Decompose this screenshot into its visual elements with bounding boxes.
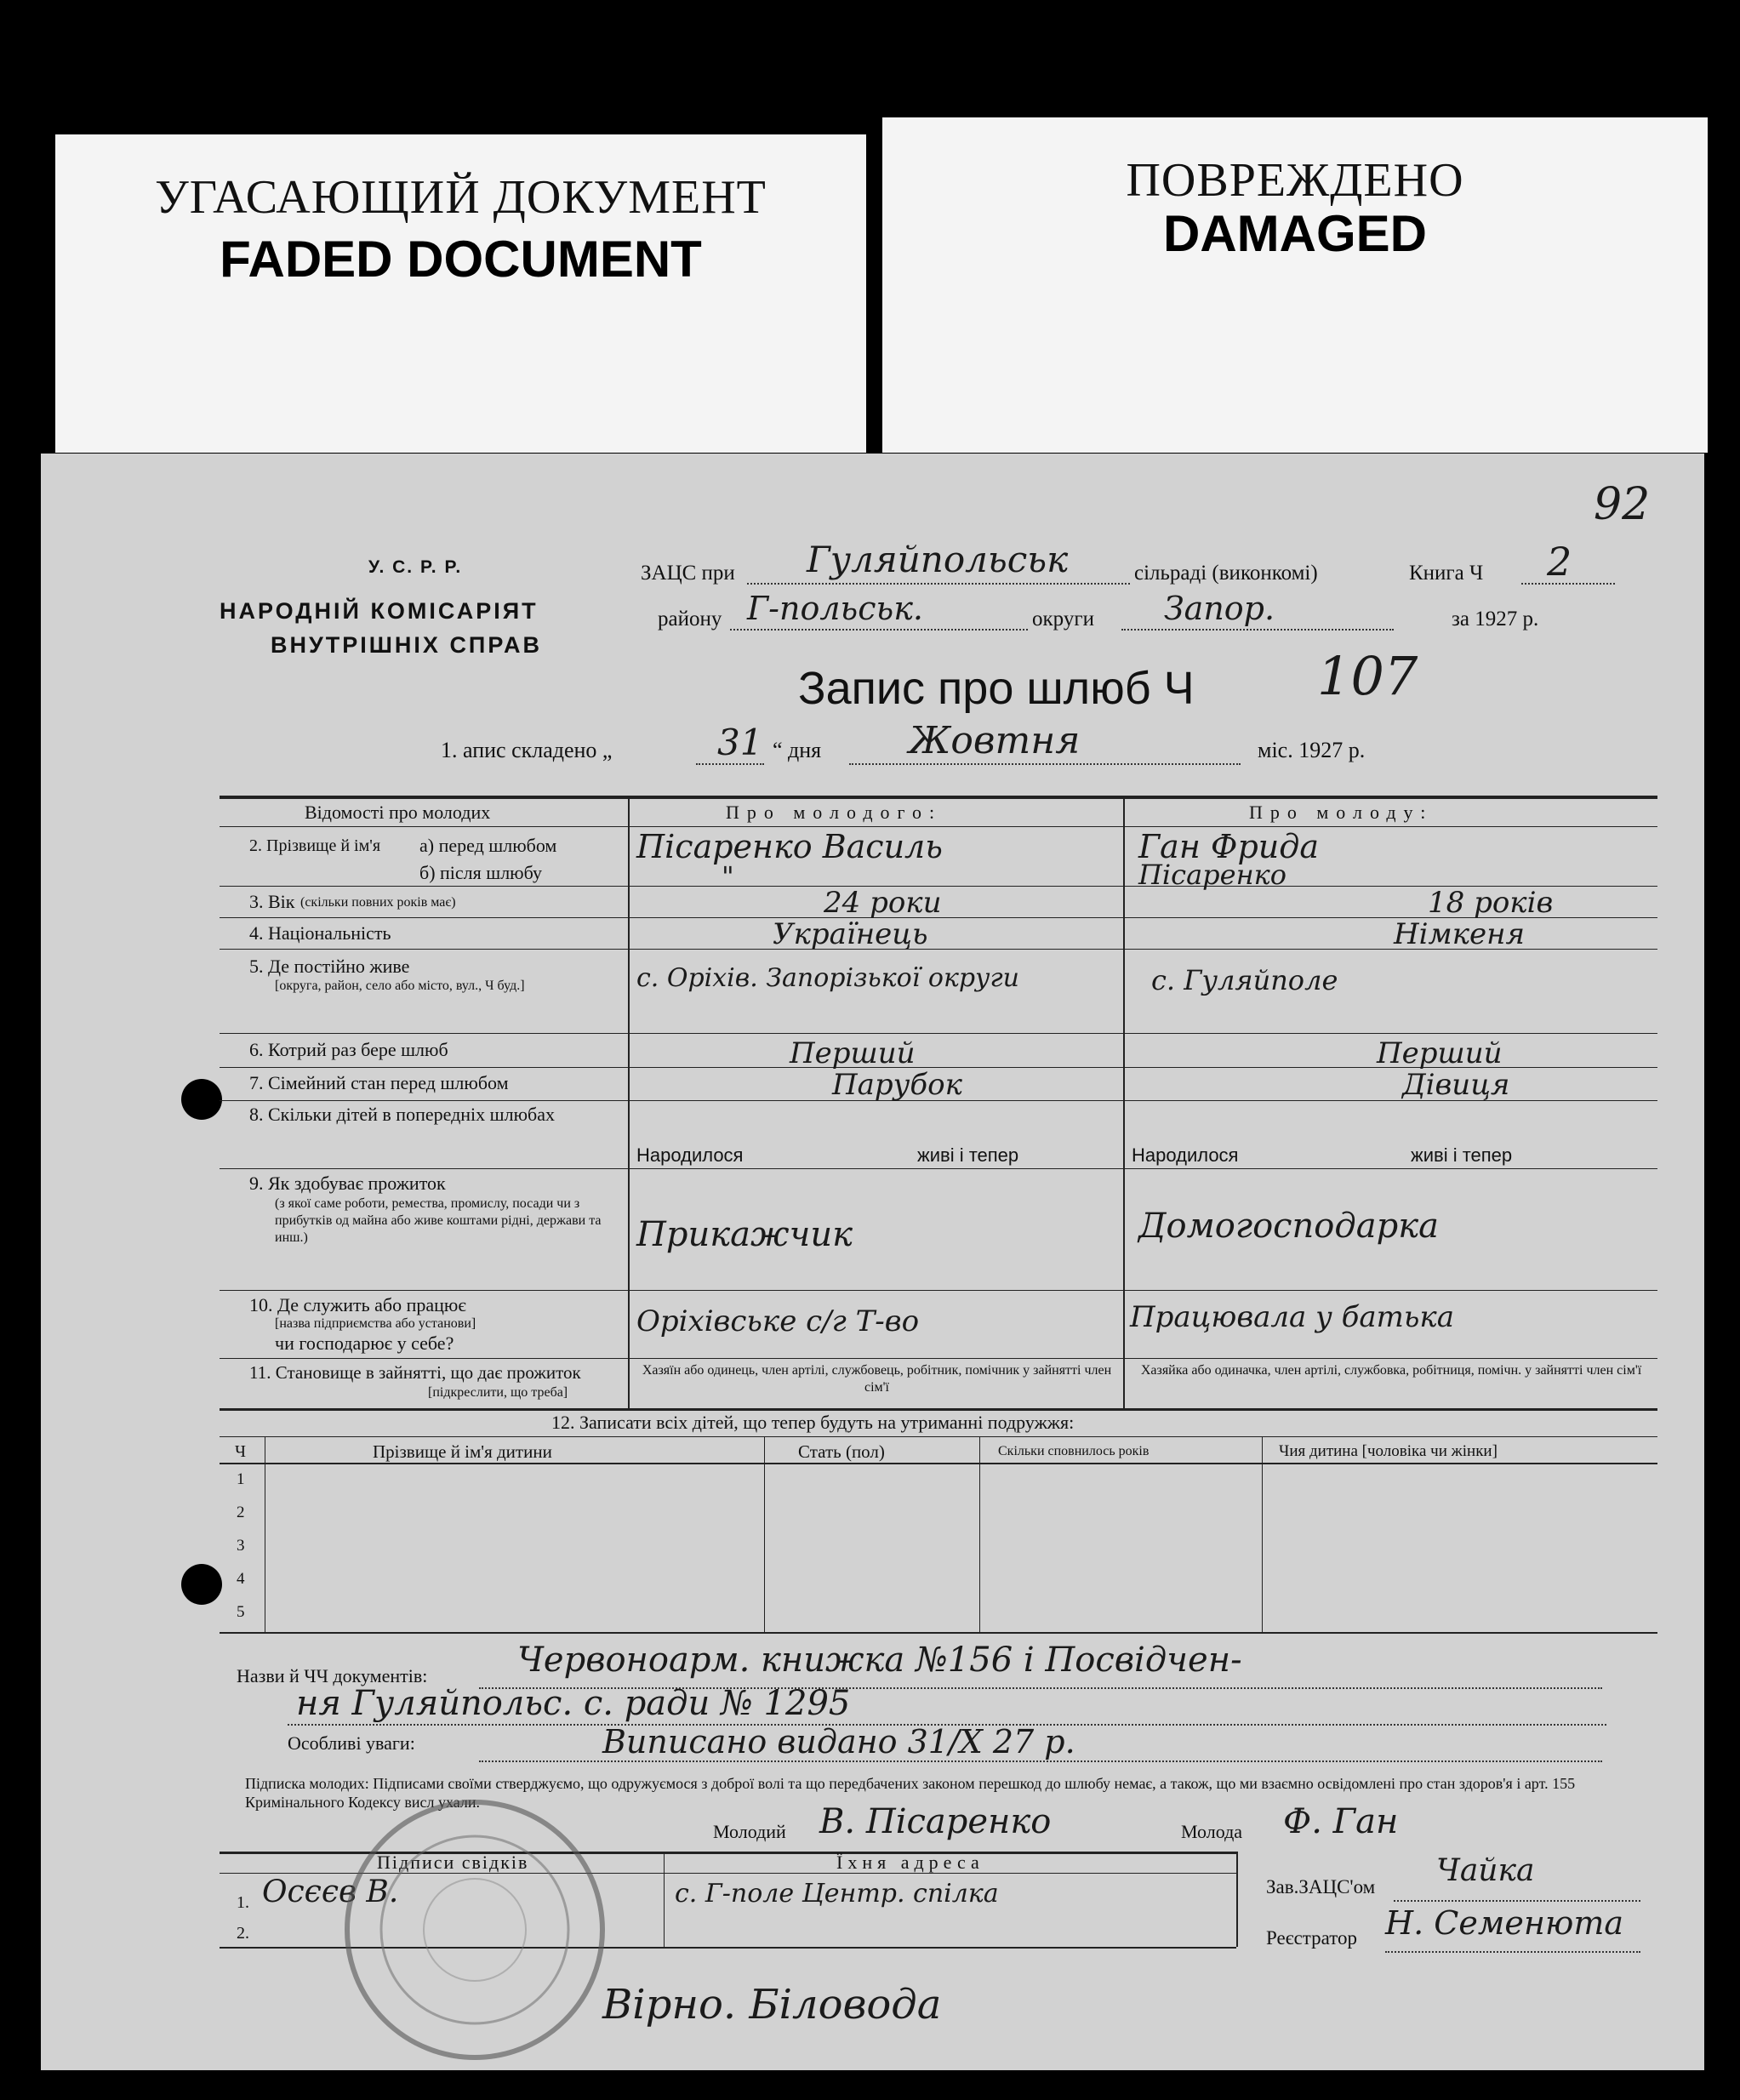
row5-note: [округа, район, село або місто, вул., Ч буд.] [275, 979, 525, 993]
row11-label: 11. Становище в зайнятті, що дає прожиток [249, 1362, 581, 1383]
round-seal-icon [330, 1785, 619, 2074]
row8-label: 8. Скільки дітей в попередніх шлюбах [249, 1104, 555, 1125]
row3-label: 3. Вік [249, 891, 295, 912]
row4-label: 4. Національність [249, 922, 391, 944]
damaged-label-ru: ПОВРЕЖДЕНО [1126, 154, 1464, 207]
groom-position-options: Хазяїн або одинець, член артілі, службовець, робітник, помічник у зайнятті член сім'ї [642, 1363, 1112, 1395]
registrar-label: Реєстратор [1266, 1927, 1357, 1949]
okrug-label: округи [1032, 608, 1094, 631]
groom-nationality: Українець [773, 917, 928, 951]
org-commissariat: НАРОДНІЙ КОМІСАРІЯТ [220, 598, 539, 624]
row9-note: (з якої саме роботи, ремества, промислу, посади чи з прибутків од майна або живе коштами рідні, держави та инш.) [275, 1196, 602, 1245]
year-label: за 1927 р. [1452, 608, 1539, 631]
bride-name-after: Пісаренко [1138, 859, 1287, 891]
bride-marriage-no: Перший [1377, 1036, 1503, 1070]
row9-label: 9. Як здобуває прожиток [249, 1173, 446, 1194]
marriage-record-sheet [41, 454, 1704, 2070]
groom-children-alive: живі і тепер [917, 1144, 1019, 1166]
composed-prefix: 1. апис складено „ [441, 738, 613, 762]
head-info: Відомості про молодих [305, 802, 491, 823]
groom-livelihood: Прикажчик [636, 1215, 853, 1254]
children-row-no: 5 [237, 1603, 245, 1621]
damaged-label-en: DAMAGED [1163, 205, 1427, 262]
punch-hole [181, 1079, 222, 1120]
bride-status: Дівиця [1402, 1068, 1510, 1102]
bride-sign-label: Молода [1181, 1821, 1243, 1842]
faded-label-en: FADED DOCUMENT [220, 231, 702, 288]
bride-livelihood: Домогосподарка [1138, 1207, 1439, 1246]
children-title: 12. Записати всіх дітей, що тепер будуть на утриманні подружжя: [551, 1412, 1075, 1433]
children-row-no: 2 [237, 1504, 245, 1521]
groom-children-born: Народилося [636, 1144, 744, 1166]
okrug-value: Запор. [1164, 590, 1275, 627]
raion-label: району [658, 608, 722, 631]
row10-note: [назва підприємства або установи] [275, 1316, 476, 1331]
selrada-label: сільраді (виконкомі) [1134, 562, 1318, 585]
groom-status: Парубок [832, 1068, 962, 1102]
row6-label: 6. Котрий раз бере шлюб [249, 1039, 448, 1060]
witness-head: Підписи свідків [377, 1852, 529, 1873]
record-day: 31 [717, 722, 763, 763]
row2b-label: б) після шлюбу [419, 862, 542, 883]
head-label: Зав.ЗАЦС'ом [1266, 1876, 1376, 1897]
groom-name-after: " [722, 860, 734, 893]
groom-name-before: Пісаренко Василь [636, 828, 943, 865]
bride-name-before: Ган Фрида [1138, 828, 1320, 865]
head-bride: Про молоду: [1249, 802, 1434, 823]
row2-label: 2. Прізвище й ім'я [249, 836, 381, 855]
groom-workplace: Оріхівське с/г Т-во [636, 1304, 920, 1338]
children-col-no: Ч [235, 1442, 246, 1461]
row10-label: 10. Де служить або працює [249, 1294, 466, 1315]
witness1-signature: Осєєв В. [262, 1875, 399, 1909]
faded-label-ru: УГАСАЮЩИЙ ДОКУМЕНТ [155, 171, 767, 224]
org-internal-affairs: ВНУТРІШНІХ СПРАВ [271, 632, 542, 658]
documents-line2: ня Гуляйпольс. с. ради № 1295 [296, 1684, 851, 1723]
children-col-sex: Стать (пол) [798, 1441, 885, 1462]
row2a-label: а) перед шлюбом [419, 835, 557, 856]
org-usrr: У. С. Р. Р. [368, 557, 463, 577]
raion-value: Г-польськ. [747, 590, 923, 627]
row11-note: [підкреслити, що треба] [428, 1385, 568, 1400]
address-head: Їхня адреса [836, 1852, 984, 1873]
row5-label: 5. Де постійно живе [249, 956, 410, 977]
day-suffix: “ дня [773, 738, 822, 762]
bride-children-born: Народилося [1132, 1144, 1239, 1166]
year-suffix: міс. 1927 р. [1258, 738, 1366, 762]
groom-sign-label: Молодий [713, 1821, 786, 1842]
book-value: 2 [1547, 539, 1572, 585]
faded-document-stamp [55, 134, 866, 453]
record-number: 107 [1317, 645, 1418, 707]
bride-position-options: Хазяйка або одиначка, член артілі, службовка, робітниця, помічн. у зайнятті член сім'ї [1140, 1363, 1642, 1378]
row7-label: 7. Сімейний стан перед шлюбом [249, 1072, 509, 1093]
notes-label: Особливі уваги: [288, 1732, 415, 1754]
witness1-no: 1. [237, 1893, 249, 1912]
certified-signature: Вірно. Біловода [602, 1981, 942, 2029]
witness2-no: 2. [237, 1924, 249, 1943]
bride-nationality: Німкеня [1394, 917, 1526, 951]
children-row-no: 4 [237, 1570, 245, 1588]
registrar-signature: Н. Семенюта [1385, 1904, 1624, 1942]
head-groom: Про молодого: [726, 802, 943, 823]
bride-signature: Ф. Ган [1283, 1802, 1399, 1841]
bride-residence: с. Гуляйполе [1151, 964, 1338, 996]
bride-age: 18 років [1428, 886, 1554, 920]
record-title: Запис про шлюб Ч [798, 663, 1195, 714]
bride-children-alive: живі і тепер [1411, 1144, 1513, 1166]
zags-label: ЗАЦС при [641, 562, 735, 585]
children-row-no: 3 [237, 1537, 245, 1555]
head-signature: Чайка [1436, 1853, 1535, 1888]
row3-note: (скільки повних років має) [300, 895, 456, 910]
groom-signature: В. Пісаренко [819, 1802, 1052, 1841]
row10b-label: чи господарює у себе? [275, 1332, 454, 1354]
children-col-whose: Чия дитина [чоловіка чи жінки] [1279, 1442, 1498, 1460]
groom-age: 24 роки [824, 886, 942, 920]
witness1-address: с. Г-поле Центр. спілка [675, 1879, 999, 1909]
groom-marriage-no: Перший [790, 1036, 916, 1070]
children-col-name: Прізвище й ім'я дитини [373, 1441, 552, 1462]
declaration: Підписка молодих: Підписами своїми стверджуємо, що одружуємося з доброї волі та що передбачених законом перешкод до шлюбу немає, а також, що ми взаємно освідомлені про стан здоров'я і арт. 155 Кримінального Кодексу висл ухали. [245, 1775, 1576, 1811]
punch-hole [181, 1564, 222, 1605]
corner-number: 92 [1594, 479, 1651, 530]
children-row-no: 1 [237, 1470, 245, 1488]
damaged-stamp [882, 117, 1708, 453]
zags-value: Гуляйпольськ [807, 539, 1069, 580]
book-label: Книга Ч [1409, 562, 1484, 585]
record-month: Жовтня [909, 719, 1081, 762]
documents-line1: Червоноарм. книжка №156 і Посвідчен- [517, 1641, 1242, 1680]
children-col-age: Скільки сповнилось років [998, 1444, 1150, 1458]
documents-label: Назви й ЧЧ документів: [237, 1665, 428, 1686]
bride-workplace: Працювала у батька [1130, 1300, 1455, 1334]
groom-residence: с. Оріхів. Запорізької округи [636, 963, 1019, 993]
notes-value: Виписано видано 31/X 27 р. [602, 1723, 1075, 1760]
